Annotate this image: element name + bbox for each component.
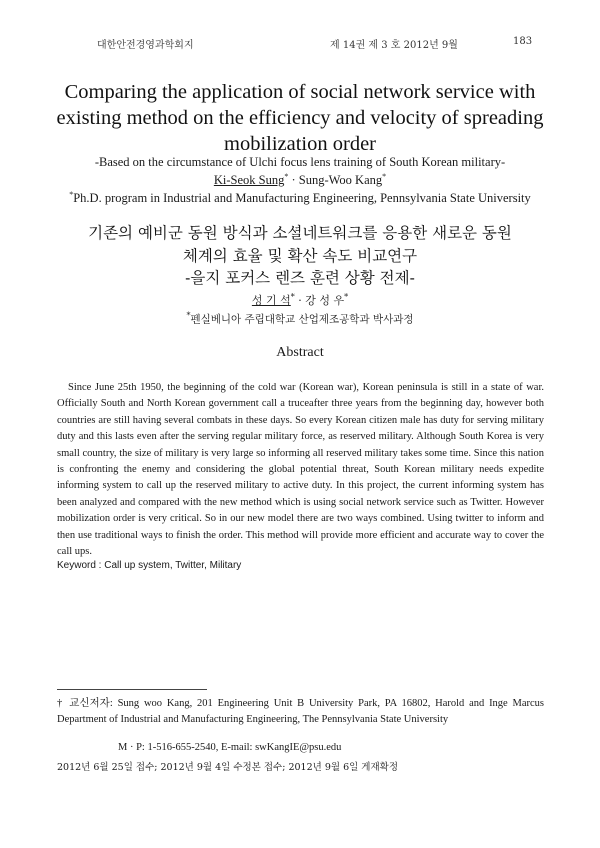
english-title: [40, 79, 560, 157]
author-1-mark: *: [284, 172, 289, 181]
korean-author-2-mark: *: [344, 292, 349, 302]
footnote-label: 교신저자:: [69, 698, 113, 709]
english-authors: [40, 172, 560, 188]
affiliation-mark: *: [69, 190, 74, 199]
affiliation-text: Ph.D. program in Industrial and Manufacturing Engineering, Pennsylvania State University: [73, 191, 531, 206]
korean-title: [40, 222, 560, 290]
footnote-dagger: †: [57, 698, 65, 709]
korean-affiliation: [40, 311, 560, 327]
korean-affiliation-mark: *: [186, 311, 191, 320]
korean-title-line-2: 체계의 효율 및 확산 속도 비교연구: [182, 246, 418, 265]
page-number: 183: [513, 36, 533, 47]
korean-affiliation-text: 펜실베니아 주립대학교 산업제조공학과 박사과정: [190, 313, 414, 326]
korean-author-separator: ·: [294, 294, 306, 307]
english-affiliation: [40, 190, 560, 206]
korean-title-line-3: -을지 포커스 렌즈 훈련 상황 전제-: [185, 269, 415, 287]
korean-author-1-name: 성 기 석: [251, 294, 291, 307]
korean-title-line-1: 기존의 예비군 동원 방식과 소셜네트워크를 응용한 새로운 동원: [88, 224, 512, 242]
keywords: Keyword : Call up system, Twitter, Military: [57, 560, 242, 571]
author-1-name: Ki-Seok Sung: [213, 173, 285, 188]
author-2-name: Sung-Woo Kang: [298, 173, 383, 188]
korean-authors: [40, 292, 560, 308]
journal-name: 대한안전경영과학회지: [97, 40, 194, 51]
english-title-line-1: Comparing the application of social network service with: [64, 81, 536, 103]
abstract-body: Since June 25th 1950, the beginning of the cold war (Korean war), Korean peninsula is still in a state of war. Officially South and North Korean government call a truceafter three years from the beginning day, however both countries are still having several combats in these days. So every Korean citizen male has duty for serving military duty and this lasts even after the serving regular military force, as reserved military. Although South Korea is very small country, the size of military is very large so informing all reserved military takes some time. Since this nation is confronting the enemy and considering the global potential threat, South Korean military needs expedite informing system to call up the reserved military to active duty. In this project, the current informing system has been analyzed and compared with the new method which is using social network service such as Twitter. However mobilization order is very critical. So in our new model there are two ways combined. Using twitter to inform and then use traditional ways to finish the order. This method will provide more efficient and accurate way to cover the call ups.: [57, 382, 544, 558]
footnote-address: Sung woo Kang, 201 Engineering Unit B University Park, PA 16802, Harold and Inge Marcus Department of Industrial and Manufacturing Engineering, The Pennsylvania State University: [57, 698, 545, 725]
abstract-heading: Abstract: [276, 345, 324, 360]
korean-author-2-name: 강 성 우: [305, 294, 345, 307]
english-title-line-2: existing method on the efficiency and velocity of spreading: [56, 107, 544, 129]
author-2-mark: *: [382, 172, 387, 181]
footnote-contact: M · P: 1-516-655-2540, E-mail: swKangIE@psu.edu: [118, 742, 342, 753]
english-subtitle: -Based on the circumstance of Ulchi focus lens training of South Korean military-: [94, 155, 506, 169]
volume-info: 제 14권 제 3 호 2012년 9월: [330, 40, 458, 51]
korean-author-1-mark: *: [290, 292, 295, 302]
footnote-divider: [57, 689, 207, 690]
english-title-line-3: mobilization order: [224, 133, 376, 155]
author-separator: ·: [288, 173, 299, 188]
footnote-dates: 2012년 6월 25일 접수; 2012년 9월 4일 수정본 접수; 2012년 9월 6일 게재확정: [57, 762, 399, 773]
footnote-corresponding-author: [57, 696, 544, 727]
